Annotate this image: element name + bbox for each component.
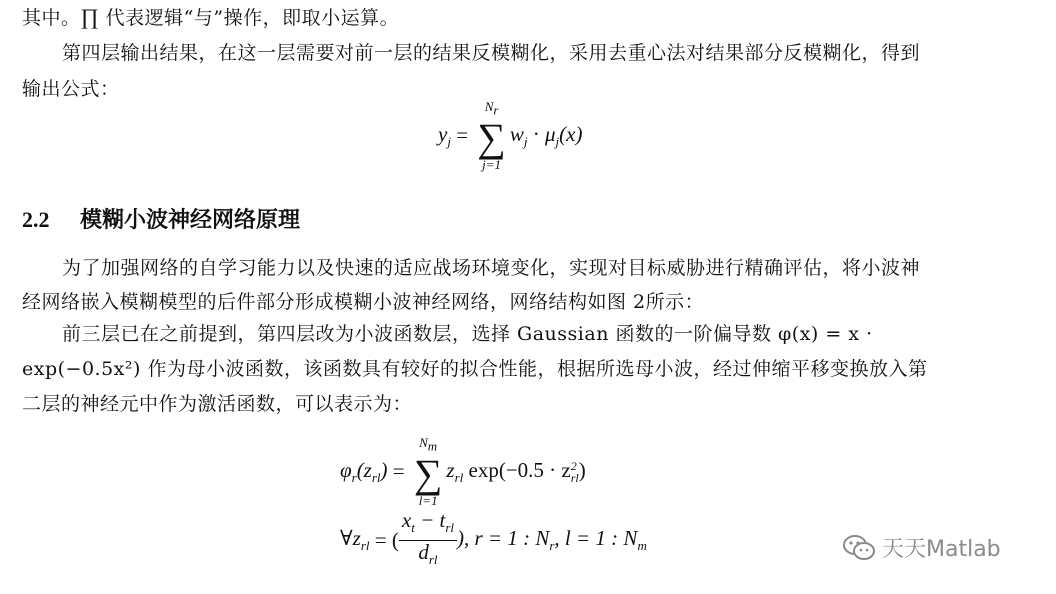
sum-lower-limit: l=1 bbox=[418, 492, 438, 508]
eq-lhs: $y_j$ bbox=[438, 121, 451, 149]
fraction bbox=[399, 509, 457, 571]
equation-output bbox=[438, 100, 582, 172]
summation bbox=[477, 100, 506, 172]
text-line: exp(−0.5x²) 作为母小波函数，该函数具有较好的拟合性能，根据所选母小波，经过伸缩平移变换放入第 bbox=[22, 358, 928, 380]
section-number: 2.2 bbox=[22, 207, 50, 232]
text-line: 二层的神经元中作为激活函数，可以表示为： bbox=[22, 393, 413, 415]
eq-term: $z_{rl}$ exp(−0.5 · z 2 rl ) bbox=[446, 457, 586, 485]
fraction-numerator: $x_t - t_{rl}$ bbox=[399, 509, 457, 541]
text-line: 输出公式： bbox=[22, 78, 120, 100]
summation bbox=[414, 436, 443, 508]
eq-lhs: $\varphi_r(z_{rl})$ bbox=[340, 457, 388, 485]
sigma-symbol: ∑ bbox=[413, 450, 443, 496]
sigma-symbol: ∑ bbox=[477, 114, 506, 160]
sum-upper-limit: $N_r$ bbox=[484, 99, 499, 118]
sum-upper-limit: $N_m$ bbox=[419, 435, 438, 454]
eq-tail: ), r = 1 : $N_r$, l = 1 : $N_m$ bbox=[457, 526, 647, 554]
eq-equals: = ( bbox=[369, 527, 399, 552]
text-line: 经网络嵌入模糊模型的后件部分形成模糊小波神经网络，网络结构如图 2所示： bbox=[22, 291, 705, 313]
eq-forall: $\forall z_{rl}$ bbox=[340, 526, 370, 554]
wechat-icon bbox=[842, 534, 876, 562]
text-line: 前三层已在之前提到，第四层改为小波函数层，选择 Gaussian 函数的一阶偏导数 φ(x) = x · bbox=[62, 323, 873, 345]
equation-scaling bbox=[340, 509, 647, 571]
eq-term: $w_j \cdot \mu_j(x)$ bbox=[509, 121, 583, 149]
section-heading bbox=[22, 203, 300, 234]
equation-wavelet bbox=[340, 436, 586, 508]
sum-lower-limit: j=1 bbox=[482, 156, 501, 172]
eq-equals: = bbox=[450, 123, 474, 148]
text-line: 第四层输出结果，在这一层需要对前一层的结果反模糊化，采用去重心法对结果部分反模糊化，得到 bbox=[62, 42, 921, 64]
product-symbol: ∏ bbox=[80, 4, 100, 29]
text-line: 为了加强网络的自学习能力以及快速的适应战场环境变化，实现对目标威胁进行精确评估，将小波神 bbox=[62, 257, 921, 279]
text-line bbox=[22, 4, 399, 31]
section-title: 模糊小波神经网络原理 bbox=[80, 208, 301, 233]
text-fragment: 其中。 bbox=[22, 7, 81, 29]
fraction-denominator: $d_{rl}$ bbox=[418, 540, 438, 568]
eq-equals: = bbox=[387, 459, 410, 484]
watermark bbox=[842, 532, 1001, 563]
watermark-text: 天天Matlab bbox=[882, 537, 1001, 562]
text-fragment: 代表逻辑“与”操作，即取小运算。 bbox=[99, 7, 400, 29]
